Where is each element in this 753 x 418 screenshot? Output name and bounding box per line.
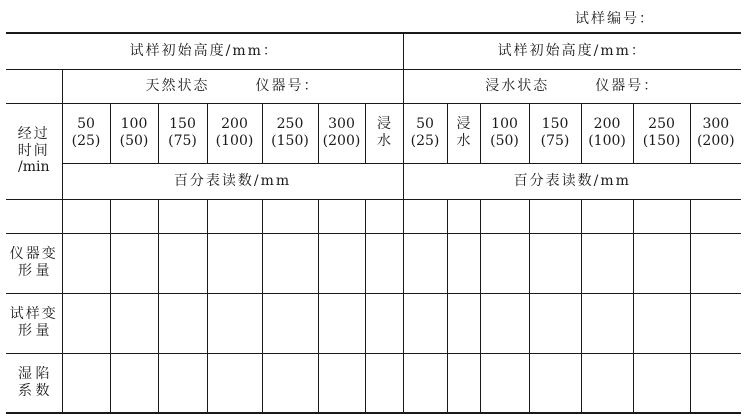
entry-cell[interactable]	[690, 293, 741, 353]
entry-cell[interactable]	[365, 293, 403, 353]
load-value: 200	[593, 116, 621, 133]
collapse-coefficient-label	[6, 353, 62, 413]
entry-cell[interactable]	[110, 199, 158, 233]
soak-label-bottom: 水	[456, 133, 471, 149]
dial-reading-row	[6, 163, 741, 199]
left-initial-height-label: 试样初始高度/mm：	[6, 33, 403, 69]
load-sub-value: (50)	[490, 133, 519, 149]
load-value: 100	[491, 116, 518, 133]
load-value: 150	[169, 116, 196, 133]
entry-cell[interactable]	[62, 233, 110, 293]
sample-number-label: 试样编号：	[575, 11, 655, 27]
entry-cell[interactable]	[207, 233, 262, 293]
soak-label-top: 浸	[456, 116, 471, 133]
blank-cell	[6, 69, 62, 103]
elapsed-time-unit: /min	[18, 159, 50, 176]
left-dial-reading-label: 百分表读数/mm	[62, 163, 403, 199]
load-sub-value: (200)	[696, 133, 735, 149]
row-label-line2: 系 数	[18, 382, 50, 399]
load-sub-value: (200)	[322, 133, 361, 149]
right-load-col	[529, 103, 581, 163]
entry-cell[interactable]	[207, 199, 262, 233]
load-sub-value: (150)	[642, 133, 681, 149]
entry-cell[interactable]	[447, 233, 480, 293]
initial-height-row	[6, 33, 741, 69]
sample-deformation-label	[6, 293, 62, 353]
entry-cell[interactable]	[690, 199, 741, 233]
load-header-row	[6, 103, 741, 163]
load-sub-value: (75)	[168, 133, 197, 149]
right-load-col	[480, 103, 529, 163]
elapsed-time-header	[6, 103, 62, 199]
condition-row	[6, 69, 741, 103]
right-dial-reading-label: 百分表读数/mm	[403, 163, 741, 199]
left-load-col	[207, 103, 262, 163]
entry-cell[interactable]	[365, 199, 403, 233]
entry-cell[interactable]	[690, 233, 741, 293]
elapsed-time-line2: 时间	[17, 142, 50, 159]
load-value: 300	[702, 116, 730, 133]
instrument-deformation-row	[6, 233, 741, 293]
natural-condition-cell	[62, 69, 403, 103]
entry-cell[interactable]	[158, 353, 207, 413]
entry-cell[interactable]	[262, 353, 318, 413]
entry-cell[interactable]	[447, 353, 480, 413]
entry-cell[interactable]	[690, 353, 741, 413]
entry-cell[interactable]	[262, 293, 318, 353]
row-label-line1: 湿 陷	[18, 365, 50, 382]
entry-cell[interactable]	[158, 293, 207, 353]
entry-cell[interactable]	[480, 353, 529, 413]
load-sub-value: (25)	[410, 133, 440, 149]
right-load-col	[403, 103, 447, 163]
entry-cell[interactable]	[633, 199, 690, 233]
entry-cell[interactable]	[403, 233, 447, 293]
blank-cell	[6, 199, 62, 233]
entry-cell[interactable]	[207, 353, 262, 413]
row-label-line1: 试样变	[9, 306, 58, 323]
left-load-col	[158, 103, 207, 163]
entry-cell[interactable]	[447, 199, 480, 233]
sample-deformation-row	[6, 293, 741, 353]
right-instrument-label: 仪器号：	[595, 77, 660, 94]
entry-cell[interactable]	[158, 233, 207, 293]
row-label-line1: 仪器变	[9, 246, 58, 263]
entry-cell[interactable]	[480, 293, 529, 353]
entry-cell[interactable]	[480, 233, 529, 293]
entry-cell[interactable]	[262, 233, 318, 293]
right-load-col	[633, 103, 690, 163]
entry-cell[interactable]	[110, 233, 158, 293]
right-soak-col	[447, 103, 480, 163]
load-sub-value: (25)	[71, 133, 101, 149]
right-load-col	[690, 103, 741, 163]
load-value: 50	[416, 116, 434, 133]
load-value: 250	[276, 116, 304, 133]
entry-cell[interactable]	[581, 353, 633, 413]
entry-cell[interactable]	[480, 199, 529, 233]
load-sub-value: (100)	[215, 133, 254, 149]
load-value: 300	[328, 116, 355, 133]
left-load-col	[262, 103, 318, 163]
entry-cell[interactable]	[633, 233, 690, 293]
entry-cell[interactable]	[581, 293, 633, 353]
soaked-state-label: 浸水状态	[485, 77, 550, 94]
soaked-condition-cell	[403, 69, 741, 103]
consolidation-test-form	[6, 32, 741, 414]
collapse-coefficient-row	[6, 353, 741, 413]
entry-cell[interactable]	[318, 199, 365, 233]
soak-label-top: 浸	[377, 116, 392, 133]
natural-state-label: 天然状态	[145, 77, 210, 94]
entry-cell[interactable]	[581, 233, 633, 293]
entry-cell[interactable]	[365, 353, 403, 413]
entry-cell[interactable]	[529, 293, 581, 353]
entry-cell[interactable]	[403, 293, 447, 353]
instrument-deformation-label	[6, 233, 62, 293]
entry-cell[interactable]	[403, 353, 447, 413]
entry-cell[interactable]	[62, 199, 110, 233]
left-load-col	[318, 103, 365, 163]
entry-cell[interactable]	[110, 293, 158, 353]
entry-cell[interactable]	[581, 199, 633, 233]
load-sub-value: (50)	[119, 133, 149, 149]
right-load-col	[581, 103, 633, 163]
entry-cell[interactable]	[403, 199, 447, 233]
entry-cell[interactable]	[62, 293, 110, 353]
row-label-line2: 形 量	[18, 323, 50, 339]
elapsed-time-line1: 经过	[17, 125, 50, 142]
entry-cell[interactable]	[633, 353, 690, 413]
load-sub-value: (150)	[271, 133, 309, 149]
entry-cell[interactable]	[318, 233, 365, 293]
load-value: 250	[648, 116, 675, 133]
load-value: 200	[221, 116, 248, 133]
left-soak-col	[365, 103, 403, 163]
entry-cell[interactable]	[318, 353, 365, 413]
entry-cell[interactable]	[207, 293, 262, 353]
reading-entry-row	[6, 199, 741, 233]
left-load-col	[110, 103, 158, 163]
entry-cell[interactable]	[447, 293, 480, 353]
entry-cell[interactable]	[529, 199, 581, 233]
left-load-col	[62, 103, 110, 163]
entry-cell[interactable]	[62, 353, 110, 413]
entry-cell[interactable]	[158, 199, 207, 233]
load-sub-value: (100)	[588, 133, 626, 149]
entry-cell[interactable]	[529, 233, 581, 293]
left-instrument-label: 仪器号：	[255, 77, 320, 94]
load-value: 150	[541, 116, 569, 133]
entry-cell[interactable]	[529, 353, 581, 413]
entry-cell[interactable]	[318, 293, 365, 353]
load-sub-value: (75)	[540, 133, 570, 149]
soak-label-bottom: 水	[377, 133, 392, 149]
entry-cell[interactable]	[365, 233, 403, 293]
right-initial-height-label: 试样初始高度/mm：	[403, 33, 741, 69]
entry-cell[interactable]	[110, 353, 158, 413]
entry-cell[interactable]	[262, 199, 318, 233]
entry-cell[interactable]	[633, 293, 690, 353]
load-value: 100	[120, 116, 148, 133]
load-value: 50	[77, 116, 95, 133]
row-label-line2: 形 量	[18, 263, 50, 279]
